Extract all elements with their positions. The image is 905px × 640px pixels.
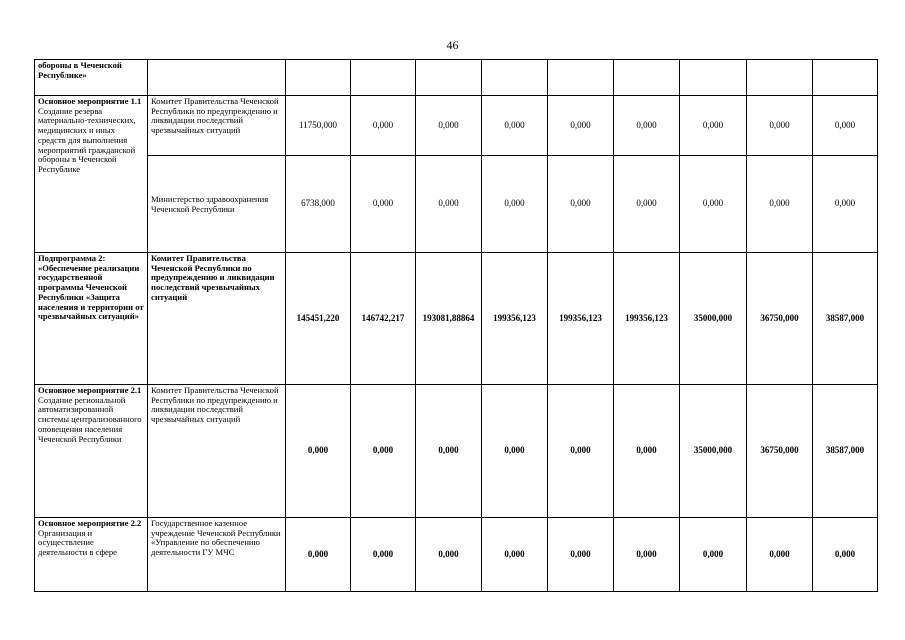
value-cell: 0,000 — [614, 96, 680, 156]
page-number: 46 — [446, 38, 459, 52]
executor-cell — [148, 60, 286, 96]
value-cell — [416, 60, 482, 96]
program-cell — [35, 518, 148, 592]
value-cell: 0,000 — [416, 156, 482, 253]
value-cell: 35000,000 — [680, 253, 747, 385]
value-cell: 36750,000 — [747, 253, 813, 385]
table-row — [35, 253, 878, 385]
table-row — [35, 96, 878, 156]
value-cell: 0,000 — [747, 518, 813, 592]
program-title: Подпрограмма 2: «Обеспечение реализации государственной программы Чеченской Республики «Защита населения и территории от чрезвычайных ситуаций» — [38, 253, 144, 322]
executor-cell: Государственное казенное учреждение Чеченской Республики «Управление по обеспечению деятельности ГУ МЧС — [148, 518, 286, 592]
program-title: Основное мероприятие 1.1 — [38, 96, 142, 106]
value-cell: 0,000 — [747, 156, 813, 253]
value-cell — [680, 60, 747, 96]
value-cell: 146742,217 — [351, 253, 416, 385]
value-cell: 0,000 — [351, 518, 416, 592]
value-cell: 0,000 — [680, 96, 747, 156]
table-row — [35, 156, 878, 253]
value-cell — [747, 60, 813, 96]
value-cell: 145451,220 — [286, 253, 351, 385]
value-cell: 0,000 — [680, 518, 747, 592]
value-cell — [351, 60, 416, 96]
value-cell: 0,000 — [416, 96, 482, 156]
program-text: Создание резерва материально-технических, медицинских и иных средств для выполнения мероприятий гражданской обороны в Чеченской Республике — [38, 105, 136, 174]
table-row — [35, 518, 878, 592]
executor-cell: Комитет Правительства Чеченской Республики по предупреждению и ликвидации последствий чрезвычайных ситуаций — [148, 253, 286, 385]
program-cell — [35, 60, 148, 96]
budget-table — [34, 59, 878, 592]
value-cell: 0,000 — [351, 96, 416, 156]
value-cell — [548, 60, 614, 96]
value-cell: 0,000 — [813, 518, 878, 592]
program-text: Создание региональной автоматизированной системы централизованного оповещения населения Чеченской Республики — [38, 394, 142, 444]
value-cell: 0,000 — [813, 156, 878, 253]
table-row — [35, 385, 878, 518]
value-cell: 0,000 — [286, 385, 351, 518]
value-cell: 0,000 — [614, 385, 680, 518]
value-cell: 6738,000 — [286, 156, 351, 253]
value-cell: 0,000 — [351, 385, 416, 518]
value-cell: 0,000 — [482, 96, 548, 156]
program-title: Основное мероприятие 2.1 — [38, 385, 142, 395]
program-text: Организация и осуществление деятельности в сфере — [38, 527, 117, 558]
value-cell: 0,000 — [548, 156, 614, 253]
value-cell: 38587,000 — [813, 385, 878, 518]
program-cell — [35, 96, 148, 253]
table-row — [35, 60, 878, 96]
program-cell — [35, 253, 148, 385]
value-cell: 199356,123 — [482, 253, 548, 385]
program-text: обороны в Чеченской Республике» — [38, 60, 122, 80]
value-cell: 0,000 — [482, 518, 548, 592]
value-cell: 0,000 — [614, 156, 680, 253]
value-cell: 0,000 — [680, 156, 747, 253]
value-cell: 0,000 — [351, 156, 416, 253]
value-cell: 193081,88864 — [416, 253, 482, 385]
program-cell — [35, 385, 148, 518]
value-cell — [614, 60, 680, 96]
value-cell: 0,000 — [548, 518, 614, 592]
executor-cell: Комитет Правительства Чеченской Республики по предупреждению и ликвидации последствий чрезвычайных ситуаций — [148, 385, 286, 518]
value-cell: 36750,000 — [747, 385, 813, 518]
value-cell: 0,000 — [482, 156, 548, 253]
program-title: Основное мероприятие 2.2 — [38, 518, 142, 528]
value-cell: 0,000 — [416, 518, 482, 592]
value-cell: 199356,123 — [614, 253, 680, 385]
executor-cell: Министерство здравоохранения Чеченской Республики — [148, 156, 286, 253]
value-cell: 11750,000 — [286, 96, 351, 156]
value-cell: 0,000 — [548, 385, 614, 518]
value-cell — [286, 60, 351, 96]
value-cell: 38587,000 — [813, 253, 878, 385]
value-cell — [482, 60, 548, 96]
value-cell — [813, 60, 878, 96]
value-cell: 0,000 — [548, 96, 614, 156]
value-cell: 35000,000 — [680, 385, 747, 518]
value-cell: 0,000 — [482, 385, 548, 518]
value-cell: 199356,123 — [548, 253, 614, 385]
value-cell: 0,000 — [614, 518, 680, 592]
value-cell: 0,000 — [416, 385, 482, 518]
executor-cell: Комитет Правительства Чеченской Республики по предупреждению и ликвидации последствий чрезвычайных ситуаций — [148, 96, 286, 156]
value-cell: 0,000 — [286, 518, 351, 592]
value-cell: 0,000 — [813, 96, 878, 156]
value-cell: 0,000 — [747, 96, 813, 156]
